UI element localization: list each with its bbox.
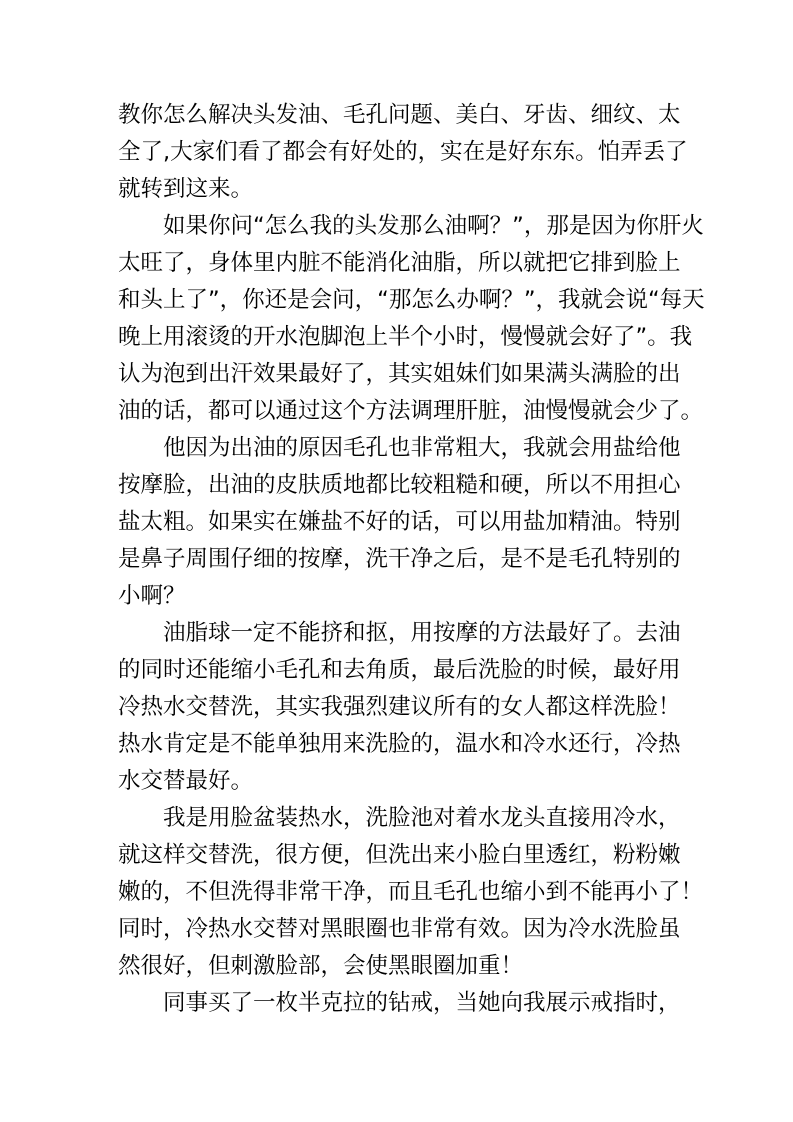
text-line: 我是用脸盆装热水，洗脸池对着水龙头直接用冷水， (118, 805, 681, 831)
text-line: 教你怎么解决头发油、毛孔问题、美白、牙齿、细纹、太 (118, 102, 681, 128)
text-line: 然很好，但刺激脸部，会使黑眼圈加重！ (118, 953, 524, 979)
text-line: 晚上用滚烫的开水泡脚泡上半个小时，慢慢就会好了”。我 (118, 324, 693, 350)
text-line: 盐太粗。如果实在嫌盐不好的话，可以用盐加精油。特别 (118, 509, 681, 535)
text-line: 同事买了一枚半克拉的钻戒，当她向我展示戒指时， (118, 990, 681, 1016)
text-line: 冷热水交替洗，其实我强烈建议所有的女人都这样洗脸！ (118, 694, 681, 720)
text-line: 就这样交替洗，很方便，但洗出来小脸白里透红，粉粉嫩 (118, 842, 681, 868)
text-line: 嫩的，不但洗得非常干净，而且毛孔也缩小到不能再小了！ (118, 879, 704, 905)
text-line: 他因为出油的原因毛孔也非常粗大，我就会用盐给他 (118, 435, 681, 461)
text-line: 如果你问“怎么我的头发那么油啊？”，那是因为你肝火 (118, 213, 704, 239)
text-line: 同时，冷热水交替对黑眼圈也非常有效。因为冷水洗脸虽 (118, 916, 681, 942)
text-line: 水交替最好。 (118, 768, 254, 794)
text-line: 和头上了”，你还是会问，“那怎么办啊？”，我就会说“每天 (118, 287, 705, 313)
text-line: 是鼻子周围仔细的按摩，洗干净之后，是不是毛孔特别的 (118, 546, 681, 572)
text-line: 热水肯定是不能单独用来洗脸的，温水和冷水还行，冷热 (118, 731, 681, 757)
text-line: 就转到这来。 (118, 176, 254, 202)
text-line: 太旺了，身体里内脏不能消化油脂，所以就把它排到脸上 (118, 250, 681, 276)
text-line: 小啊？ (118, 583, 186, 609)
text-line: 认为泡到出汗效果最好了，其实姐妹们如果满头满脸的出 (118, 361, 681, 387)
text-line: 全了,大家们看了都会有好处的，实在是好东东。怕弄丢了 (118, 139, 688, 165)
text-line: 的同时还能缩小毛孔和去角质，最后洗脸的时候，最好用 (118, 657, 681, 683)
text-line: 油的话，都可以通过这个方法调理肝脏，油慢慢就会少了。 (118, 398, 704, 424)
text-line: 油脂球一定不能挤和抠，用按摩的方法最好了。去油 (118, 620, 681, 646)
text-line: 按摩脸，出油的皮肤质地都比较粗糙和硬，所以不用担心 (118, 472, 681, 498)
